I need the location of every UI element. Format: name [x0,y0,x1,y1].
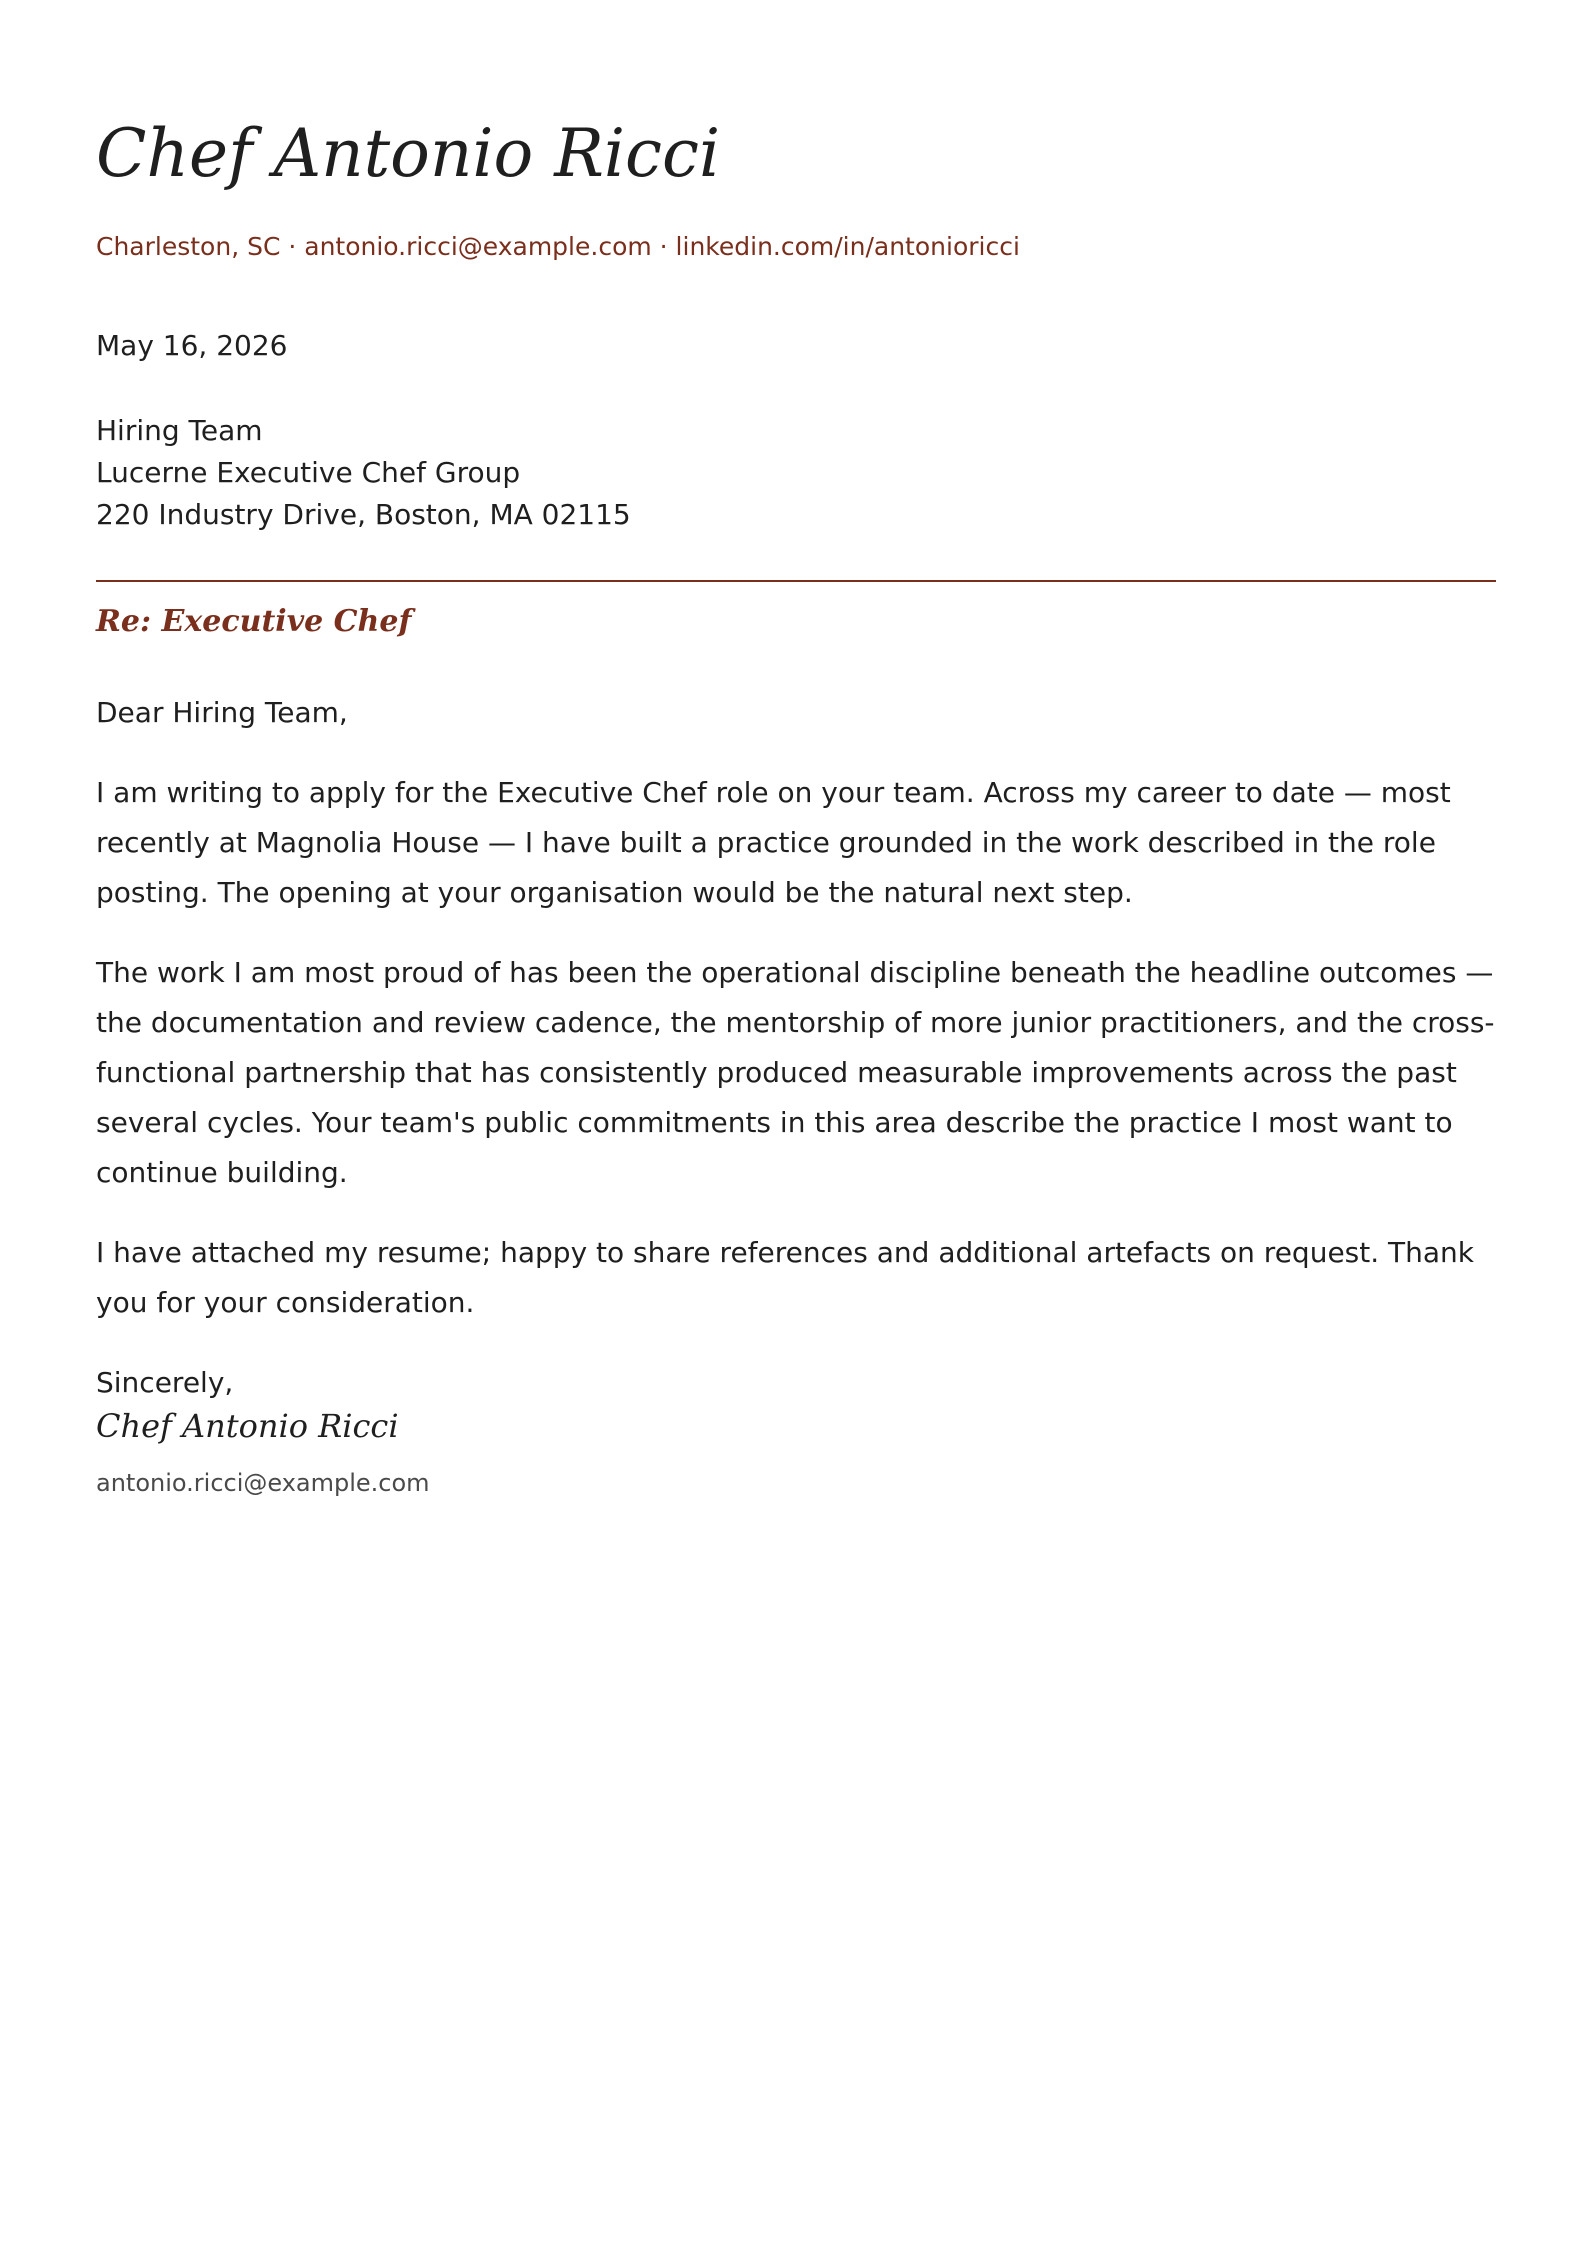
body-paragraph: I have attached my resume; happy to share references and additional artefacts on request. Thank you for your consideration. [96,1236,1475,1319]
body-paragraph: The work I am most proud of has been the operational discipline beneath the headline outcomes — the documentation and review cadence, the mentorship of more junior practitioners, and the cross-functional partnership that has consistently produced measurable improvements across the past several cycles. Your team's public commitments in this area describe the practice I most want to continue building. [96,956,1495,1189]
recipient-block [96,410,631,536]
signature-email: antonio.ricci@example.com [96,1469,430,1497]
greeting: Dear Hiring Team, [96,696,348,729]
recipient-address: 220 Industry Drive, Boston, MA 02115 [96,498,631,531]
signature-name: Chef Antonio Ricci [96,1407,399,1445]
recipient-company: Lucerne Executive Chef Group [96,456,521,489]
letter-body [96,688,1496,1438]
applicant-name: Chef Antonio Ricci [96,115,721,192]
closing: Sincerely, [96,1366,234,1399]
letter-date: May 16, 2026 [96,329,288,362]
subject-line: Re: Executive Chef [96,604,412,639]
body-paragraph: I am writing to apply for the Executive Chef role on your team. Across my career to date — most recently at Magnolia House — I have built a practice grounded in the work described in the role posting. The opening at your organisation would be the natural next step. [96,776,1451,909]
recipient-line: Hiring Team [96,414,263,447]
contact-line: Charleston, SC · antonio.ricci@example.com · linkedin.com/in/antonioricci [96,232,1020,261]
divider [96,580,1496,582]
